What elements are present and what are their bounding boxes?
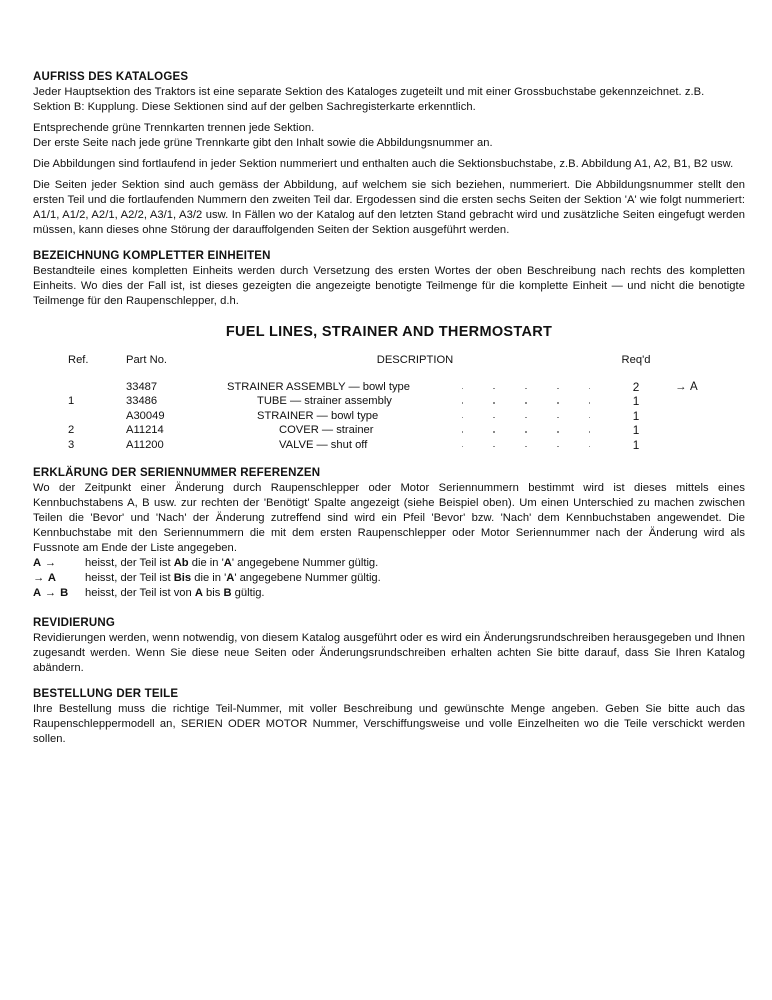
- cell-reqd: 1: [632, 408, 640, 423]
- description-text: STRAINER — bowl type: [257, 410, 382, 422]
- legend-arrow-key: A → B: [33, 587, 69, 599]
- catalog-layout-paragraph-2: Entsprechende grüne Trennkarten trennen jede Sektion.: [33, 122, 315, 134]
- parts-table-body: [33, 380, 745, 453]
- cell-ref: 1: [68, 395, 75, 407]
- column-header-reqd: Req'd: [621, 354, 651, 366]
- cell-serial-note: [663, 438, 745, 453]
- cell-serial-note: [663, 423, 745, 438]
- cell-description: [221, 423, 609, 438]
- description-text: VALVE — shut off: [279, 439, 371, 451]
- legend-text: heisst, der Teil ist von A bis B gültig.: [85, 587, 265, 599]
- legend-text: heisst, der Teil ist Bis die in 'A' angegebene Nummer gültig.: [85, 572, 381, 584]
- cell-serial-note: [663, 409, 745, 424]
- legend-arrow-key: → A: [33, 572, 57, 584]
- catalog-layout-paragraph-4: Die Abbildungen sind fortlaufend in jeder Sektion nummeriert und enthalten auch die Sektionsbuchstabe, z.B. Abbildung A1, A2, B1, B2 usw.: [33, 158, 734, 170]
- cell-serial-note: [663, 394, 745, 409]
- cell-part-no: A11214: [126, 424, 164, 436]
- cell-part-no: A11200: [126, 438, 164, 451]
- column-header-ref: Ref.: [68, 354, 89, 366]
- cell-description: [221, 394, 609, 409]
- section-heading-revision: REVIDIERUNG: [33, 617, 116, 629]
- section-heading-catalog-layout: AUFRISS DES KATALOGES: [33, 71, 189, 83]
- parts-table: [33, 353, 745, 452]
- plate-title: FUEL LINES, STRAINER AND THERMOSTART: [225, 324, 553, 340]
- spacer: [33, 601, 745, 616]
- legend-line: [33, 586, 745, 601]
- cell-ref: [33, 380, 126, 395]
- serial-numbers-paragraph-1: Wo der Zeitpunkt einer Änderung durch Raupenschlepper oder Motor Seriennummern bestimmt wird ist dieses mittels eines Kennbuchstabens A, B usw. zur rechten der 'Benötigt' Spalte angezeigt (siehe Beispiel oben). Um einen Unterschied zu machen zwischen Teilen die 'Bevor' und 'Nach' der Änderung zutreffend sind wird ein Pfeil 'Bevor' bzw. 'Nach' dem Kennbuchstaben angewendet. Die Kennbuchstabe mit den Seriennummern die mit dem ersten Raupenschlepper oder Motor Seriennummer nach der Änderung wird als Fussnote am Ende der Liste angegeben.: [33, 482, 745, 554]
- cell-part-no: 33486: [126, 395, 158, 407]
- cell-description: [221, 409, 609, 424]
- cell-reqd: 1: [632, 437, 640, 452]
- legend-arrow-key: A →: [33, 557, 57, 569]
- catalog-layout-paragraph-1: Jeder Hauptsektion des Traktors ist eine separate Sektion des Kataloges zugeteilt und mit einer Grossbuchstabe gekennzeichnet. z.B. Sektion B: Kupplung. Diese Sektionen sind auf der gelben Sachregisterkarte erkenntlich.: [33, 86, 705, 113]
- table-row: [33, 380, 745, 395]
- catalog-layout-paragraph-3: Der erste Seite nach jede grüne Trennkarte gibt den Inhalt sowie die Abbildungsnummer an.: [33, 137, 493, 149]
- cell-serial-note: → A: [675, 380, 699, 393]
- catalog-layout-paragraph-5: Die Seiten jeder Sektion sind auch gemäss der Abbildung, auf welchem sie sich beziehen, nummeriert. Die Abbildungsnummer stellt den ersten Teil und die fortlaufenden Nummern den zweiten Teil dar. Ergodessen sind die ersten sechs Seiten der Sektion 'A' wie folgt nummeriert: A1/1, A1/2, A2/1, A2/2, A3/1, A3/2 usw. In Fällen wo der Katalog auf den letzten Stand gebracht wird und zusätzliche Seiten eingefugt werden müssen, kann dieses ohne Störung der darauffolgenden Seiten der Sektion ausgeführt werden.: [33, 179, 745, 236]
- cell-ref: [33, 409, 126, 424]
- cell-reqd: 1: [632, 423, 640, 437]
- page-content: [33, 70, 745, 753]
- table-row: [33, 423, 745, 438]
- description-text: COVER — strainer: [279, 424, 378, 436]
- cell-ref: 2: [68, 424, 75, 436]
- column-header-note: [663, 353, 745, 380]
- section-heading-complete-units: BEZEICHNUNG KOMPLETTER EINHEITEN: [33, 250, 271, 262]
- legend-text: heisst, der Teil ist Ab die in 'A' angegebene Nummer gültig.: [85, 557, 379, 569]
- column-header-description: DESCRIPTION: [376, 354, 454, 366]
- cell-part-no: A30049: [126, 409, 165, 422]
- section-heading-serial-numbers: ERKLÄRUNG DER SERIENNUMMER REFERENZEN: [33, 467, 321, 479]
- table-row: [33, 438, 745, 453]
- legend-line: [33, 556, 745, 571]
- description-text: TUBE — strainer assembly: [257, 395, 396, 407]
- revision-paragraph-1: Revidierungen werden, wenn notwendig, von diesem Katalog ausgeführt oder es wird ein Änderungsrundschreiben herausgegeben und Ihnen zugesandt werden. Wenn Sie diese neue Seiten oder Änderungsrundschreiben erhalten achten Sie bitte darauf, dass Sie Ihren Katalog abändern.: [33, 632, 745, 674]
- parts-table-header: [33, 353, 745, 380]
- table-header-row: [33, 353, 745, 380]
- ordering-paragraph-1: Ihre Bestellung muss die richtige Teil-Nummer, mit voller Beschreibung und gewünschte Menge angeben. Geben Sie bitte auch das Raupenschleppermodell an, SERIEN ODER MOTOR Nummer, Verschiffungsweise und volle Einzelheiten wo die Teile verschickt werden sollen.: [33, 703, 745, 745]
- spacer: [33, 456, 745, 466]
- cell-description: [221, 438, 609, 453]
- section-heading-ordering: BESTELLUNG DER TEILE: [33, 688, 179, 700]
- description-text: STRAINER ASSEMBLY — bowl type: [227, 381, 414, 393]
- column-header-part-no: Part No.: [126, 354, 168, 366]
- cell-part-no: 33487: [126, 380, 158, 393]
- cell-description: [221, 380, 609, 395]
- complete-units-paragraph-1: Bestandteile eines kompletten Einheits werden durch Versetzung des ersten Wortes der oben Beschreibung nach rechts des kompletten Einheits. Wo dies der Fall ist, ist dieses gezeigten die angezeigte benotigte Teilmenge für die komplette Einheit — und nicht die benotigte Teilmenge für den Raupenschlepper, d.h.: [33, 265, 745, 307]
- cell-ref: 3: [68, 438, 75, 451]
- cell-reqd: 1: [632, 394, 640, 408]
- legend-line: [33, 571, 745, 586]
- table-row: [33, 409, 745, 424]
- table-row: [33, 394, 745, 409]
- cell-reqd: 2: [632, 379, 640, 394]
- serial-number-legend: [33, 556, 745, 601]
